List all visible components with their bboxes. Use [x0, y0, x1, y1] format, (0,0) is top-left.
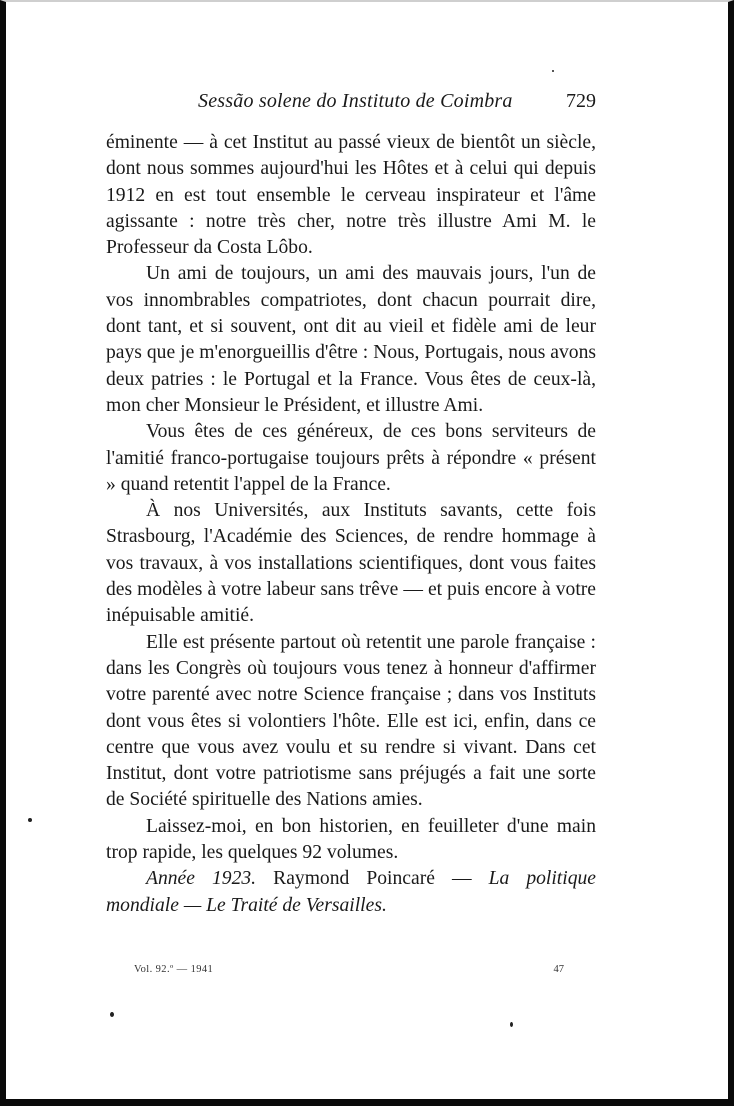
ink-speck [510, 1022, 513, 1027]
ink-speck [552, 70, 554, 72]
paragraph-5: Elle est présente partout où retentit une parole française : dans les Congrès où toujours vous tenez à honneur d'affirmer votre parenté avec notre Science française ; dans vos Instituts dont vous êtes si volontiers l'hôte. Elle est ici, enfin, dans ce centre que vous avez voulu et su rendre si vivant. Dans cet Institut, dont votre patriotisme sans préjugés a fait une sorte de Société spirituelle des Nations amies. [106, 631, 596, 811]
paragraph-6: Laissez-moi, en bon historien, en feuilleter d'une main trop rapide, les quelques 92 volumes. [106, 815, 596, 864]
citation-works: La politique mondiale — Le Traité de Versailles. [106, 868, 596, 916]
page-number: 729 [566, 90, 596, 112]
paragraph-3: Vous êtes de ces généreux, de ces bons serviteurs de l'amitié franco-portugaise toujours prêts à répondre « présent » quand retentit l'appel de la France. [106, 421, 596, 495]
running-header [106, 88, 596, 122]
citation-year: Année 1923. [146, 868, 257, 890]
signature-mark: Vol. 92.º — 1941 [134, 964, 214, 975]
paragraph-1: éminente — à cet Institut au passé vieux de bientôt un siècle, dont nous sommes aujourd'hui les Hôtes et à celui qui depuis 1912 en est tout ensemble le cerveau inspirateur et l'âme agissante : notre très cher, notre très illustre Ami M. le Professeur da Costa Lôbo. [106, 132, 596, 259]
body-text [106, 130, 596, 919]
running-title: Sessão solene do Instituto de Coimbra [198, 90, 513, 112]
paragraph-7 [106, 866, 596, 919]
ink-speck [110, 1012, 114, 1017]
paragraph-2: Un ami de toujours, un ami des mauvais jours, l'un de vos innombrables compatriotes, dont chacun pourrait dire, dont tant, et si souvent, ont dit au vieil et fidèle ami de leur pays que je m'enorgueillis d'être : Nous, Portugais, nous avons deux patries : le Portugal et la France. Vous êtes de ceux-là, mon cher Monsieur le Président, et illustre Ami. [106, 263, 596, 416]
paragraph-4: À nos Universités, aux Instituts savants, cette fois Strasbourg, l'Académie des Sciences, de rendre hommage à vos travaux, à vos installations scientifiques, dont vous faites des modèles à votre labeur sans trêve — et puis encore à votre inépuisable amitié. [106, 500, 596, 627]
citation-author: Raymond Poincaré — [256, 868, 489, 890]
sheet-number: 47 [553, 964, 564, 975]
document-page [106, 88, 596, 919]
ink-speck [28, 818, 32, 822]
